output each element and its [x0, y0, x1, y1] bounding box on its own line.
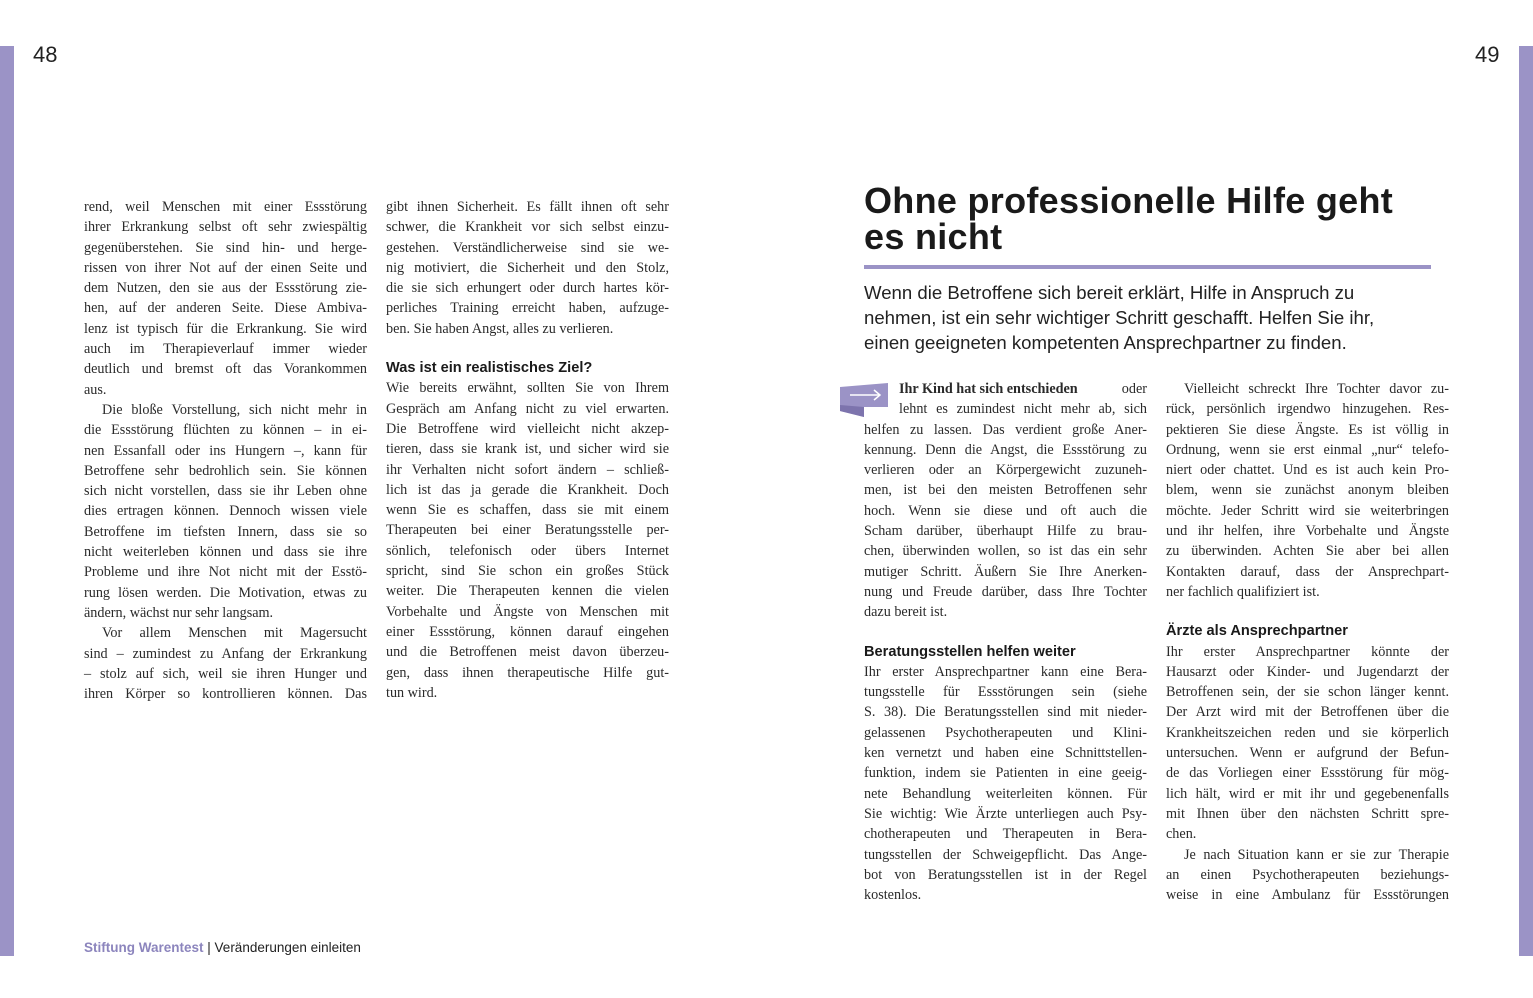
text-line: zu überwinden. Achten Sie aber bei allen — [1166, 543, 1449, 560]
left-page-accent-bar — [0, 46, 14, 956]
text-line: Betroffene sehr bedrohlich sein. Sie können — [84, 462, 367, 479]
paragraph — [386, 378, 669, 703]
text-line: Vielleicht schreckt Ihre Tochter davor zu- — [1184, 381, 1449, 397]
left-page-column-2 — [386, 197, 669, 703]
section-heading: Beratungsstellen helfen weiter — [864, 643, 1076, 660]
intro-line: einen geeigneten kompetenten Ansprechpartner zu finden. — [864, 332, 1347, 353]
text-line: Ihr erster Ansprechpartner könnte der — [1166, 643, 1449, 660]
text-line: gestehen. Verständlicherweise sind sie we- — [386, 239, 669, 256]
text-line: verlieren oder an Körpergewicht zuzuneh- — [864, 462, 1147, 479]
text-line: auch im Therapieverlauf immer wieder — [84, 341, 367, 358]
text-line: S. 38). Die Beratungsstellen sind mit nieder- — [864, 704, 1147, 721]
text-line: und ihr helfen, ihre Vorbehalte und Ängste — [1166, 523, 1449, 540]
text-line: blem, wenn sie zunächst anonym bleiben — [1166, 482, 1449, 499]
text-line: sich nicht vorstellen, dass sie ihr Leben ohne — [84, 483, 367, 500]
page-number-left: 48 — [33, 42, 58, 67]
text-line: Je nach Situation kann er sie zur Therapie — [1184, 846, 1449, 863]
text-line: rend, weil Menschen mit einer Essstörung — [84, 199, 367, 215]
paragraph — [864, 662, 1147, 906]
footer-brand: Stiftung Warentest — [84, 940, 204, 955]
paragraph — [84, 197, 367, 400]
text-line: tun wird. — [386, 684, 438, 701]
paragraph — [386, 197, 669, 339]
chapter-title-line: es nicht — [864, 216, 1003, 257]
section-heading: Was ist ein realistisches Ziel? — [386, 360, 593, 377]
text-line: kennung. Denn die Angst, die Essstörung zu — [864, 441, 1147, 458]
text-line: hen, auf der anderen Seite. Diese Ambiva- — [84, 300, 367, 317]
text-line: Die bloße Vorstellung, sich nicht mehr in — [102, 401, 367, 418]
paragraph — [1166, 845, 1449, 906]
text-line: ihren Körper so kontrollieren können. Das — [84, 686, 367, 703]
text-line: nicht weiterleben können und dass sie ihre — [84, 544, 367, 561]
text-line: – stolz auf sich, weil sie ihren Hunger und — [84, 665, 367, 682]
text-line: funktion, indem sie Patienten in eine geeig- — [864, 765, 1147, 782]
text-line: Sie wichtig: Wie Ärzte unterliegen auch Psy- — [864, 805, 1147, 822]
lead-in-bold: Ihr Kind hat sich entschieden — [899, 381, 1078, 397]
text-line: sönlich, telefonisch oder übers Internet — [386, 542, 669, 559]
text-line: nig motiviert, die Sicherheit und den Stolz, — [386, 259, 669, 276]
text-line: weiter. Die Therapeuten kennen die vielen — [386, 583, 669, 600]
text-line: chotherapeuten und Therapeuten in Bera- — [864, 826, 1147, 843]
text-line: schwer, die Krankheit vor sich selbst einzu- — [386, 219, 669, 236]
page-number-right: 49 — [1475, 42, 1500, 67]
paragraph — [84, 400, 367, 623]
text-line: gelassenen Psychotherapeuten und Klini- — [864, 724, 1147, 741]
text-line: chen. — [1166, 826, 1197, 843]
text-line: Ordnung, wenn sie erst einmal „nur“ telefo- — [1166, 441, 1449, 458]
text-line: chen, überwinden wollen, so ist das ein sehr — [864, 543, 1147, 560]
text-line: wenn Sie es schaffen, dass sie mit einem — [386, 502, 669, 519]
text-line: Kontakten darauf, dass der Ansprechpart- — [1166, 563, 1449, 580]
text-line: lehnt es zumindest nicht mehr ab, sich — [899, 401, 1147, 418]
section-heading: Ärzte als Ansprechpartner — [1166, 623, 1348, 640]
text-line: niert oder chattet. Und es ist auch kein Pro- — [1166, 462, 1449, 479]
text-line: Hausarzt oder Kinder- und Jugendarzt der — [1166, 663, 1449, 680]
text-line: perliches Training erreicht haben, aufzuge- — [386, 300, 669, 317]
intro-line: Wenn die Betroffene sich bereit erklärt, Hilfe in Anspruch zu — [864, 282, 1355, 303]
text-line: nung und Freude darüber, dass Ihre Tochter — [864, 583, 1147, 600]
text-line: Therapeuten bei einer Beratungsstelle per- — [386, 522, 669, 539]
text-line: aus. — [84, 381, 107, 398]
paragraph — [84, 623, 367, 704]
text-line: gibt ihnen Sicherheit. Es fällt ihnen oft sehr — [386, 199, 669, 215]
text-line: Ihr erster Ansprechpartner kann eine Bera- — [864, 663, 1147, 680]
text-line: ändern, wächst nur sehr langsam. — [84, 604, 274, 621]
text-line: Scham darüber, überhaupt Hilfe zu brau- — [864, 523, 1147, 540]
text-line: gegenüberstehen. Sie sind hin- und herge- — [84, 239, 367, 256]
text-line: tungsstelle für Essstörungen sein (siehe — [864, 684, 1147, 701]
text-line: ihrer Erkrankung selbst oft sehr zwiespältig — [84, 219, 367, 236]
text-line: Der Arzt wird mit der Betroffenen über die — [1166, 704, 1449, 721]
text-line: kostenlos. — [864, 887, 922, 904]
intro-line: nehmen, ist ein sehr wichtiger Schritt geschafft. Helfen Sie ihr, — [864, 307, 1375, 328]
text-line: Betroffenen sein, der sie schon länger kennt. — [1166, 684, 1449, 701]
text-line: bot von Beratungsstellen ist in der Regel — [864, 866, 1147, 883]
text-line: nen Essanfall oder ins Hungern –, kann für — [84, 442, 367, 459]
text-line: gen, dass ihnen therapeutische Hilfe gut- — [386, 664, 669, 681]
lead-in-rest: oder — [1118, 381, 1147, 397]
text-line: rissen von ihrer Not auf der einen Seite und — [84, 259, 367, 276]
text-line: die sie sich erhungert oder durch hartes kör- — [386, 280, 669, 297]
title-underline — [864, 265, 1431, 269]
text-line: ner fachlich qualifiziert ist. — [1166, 583, 1320, 600]
text-line: Betroffene im tiefsten Innern, dass sie so — [84, 523, 367, 540]
text-line: men, ist bei den meisten Betroffenen sehr — [864, 482, 1147, 499]
text-line: sind – zumindest zu Anfang der Erkrankung — [84, 645, 367, 662]
left-page-column-1 — [84, 197, 367, 704]
chapter-title-line: Ohne professionelle Hilfe geht — [864, 180, 1394, 221]
text-line: dem Nutzen, den sie aus der Essstörung zie- — [84, 280, 367, 297]
text-line: ken vernetzt und haben eine Schnittstellen- — [864, 745, 1147, 762]
text-line: ben. Sie haben Angst, alles zu verlieren. — [386, 320, 614, 337]
text-line: mutiger Schritt. Äußern Sie Ihre Anerken- — [864, 563, 1147, 580]
right-page-accent-bar — [1519, 46, 1533, 956]
text-line: einer Essstörung, können darauf eingehen — [386, 623, 669, 640]
text-line: tieren, dass sie krank ist, und sicher wird sie — [386, 441, 669, 458]
right-page-column-1 — [864, 379, 1147, 905]
text-line: helfen zu lassen. Das verdient große Aner- — [864, 421, 1147, 438]
paragraph — [1166, 642, 1449, 845]
text-line: de das Vorliegen einer Essstörung für mög- — [1166, 765, 1449, 782]
paragraph — [1166, 379, 1449, 602]
footer-section: Veränderungen einleiten — [214, 940, 361, 955]
footer-separator: | — [207, 940, 211, 955]
text-line: Probleme und ihre Not nicht mit der Esstö- — [84, 564, 367, 581]
running-footer — [84, 940, 361, 955]
text-line: Krankheitszeichen reden und sie körperlich — [1166, 724, 1449, 741]
text-line: Die Betroffene wird vielleicht nicht akzep- — [386, 420, 669, 437]
paragraph — [864, 379, 1147, 623]
text-line: möchte. Jeder Schritt wird sie weiterbringen — [1166, 502, 1449, 519]
right-page-column-2 — [1166, 379, 1449, 905]
text-line: rung lösen werden. Die Motivation, etwas zu — [84, 584, 367, 601]
text-line: tungsstellen der Schweigepflicht. Das Ange- — [864, 846, 1147, 863]
text-line: und die Betroffenen meist davon überzeu- — [386, 644, 669, 661]
text-line: mit Ihnen über den nächsten Schritt spre- — [1166, 805, 1449, 822]
text-line: pektieren Sie diese Ängste. Es ist völlig in — [1166, 421, 1449, 438]
text-line: weise in eine Ambulanz für Essstörungen — [1166, 887, 1449, 904]
text-line: dazu bereit ist. — [864, 604, 948, 621]
text-line: spricht, sind Sie schon ein großes Stück — [386, 563, 669, 580]
text-line: Wie bereits erwähnt, sollten Sie von Ihrem — [386, 380, 669, 397]
text-line: rück, persönlich irgendwo hinzugehen. Res- — [1166, 401, 1449, 418]
text-line: lich ist das ja gerade die Krankheit. Doch — [386, 481, 669, 498]
text-line: deutlich und bremst oft das Vorankommen — [84, 361, 367, 378]
text-line: lenz ist typisch für die Erkrankung. Sie wird — [84, 320, 367, 337]
text-line: lich hält, wird er mit ihr und gegebenenfalls — [1166, 785, 1449, 802]
text-line — [864, 379, 1147, 399]
text-line: Vorbehalte und Ängste von Menschen mit — [386, 603, 669, 620]
chapter-intro — [864, 280, 1464, 355]
text-line: nete Behandlung weiterleiten können. Für — [864, 785, 1147, 802]
text-line: hoch. Wenn sie diese und oft auch die — [864, 502, 1147, 519]
text-line: die Essstörung flüchten zu können – in ei- — [84, 422, 367, 439]
chapter-title — [864, 180, 1464, 257]
text-line: Gespräch am Anfang nicht zu viel erwarten. — [386, 400, 669, 417]
text-line: ihr Verhalten nicht sofort ändern – schließ- — [386, 461, 669, 478]
text-line: dies ertragen können. Dennoch wissen viele — [84, 503, 367, 520]
text-line: untersuchen. Wenn er aufgrund der Befun- — [1166, 745, 1449, 762]
text-line: an einen Psychotherapeuten beziehungs- — [1166, 866, 1449, 883]
text-line: Vor allem Menschen mit Magersucht — [102, 625, 367, 642]
